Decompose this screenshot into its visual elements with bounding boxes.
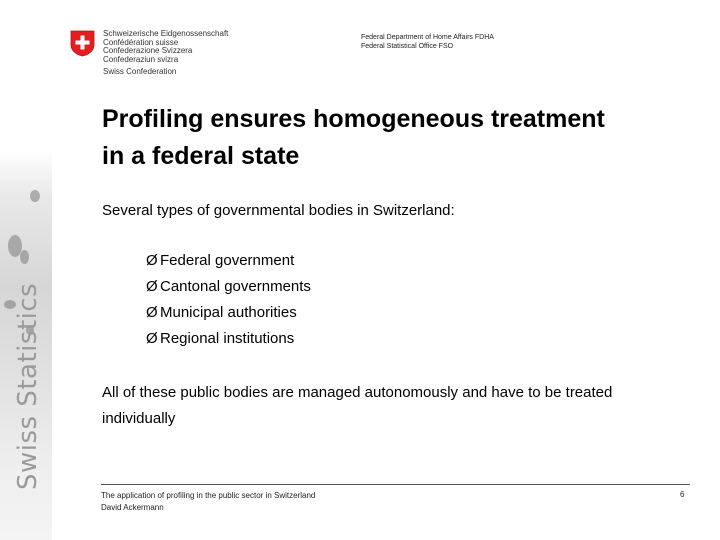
bullet-text: Regional institutions — [160, 330, 295, 347]
list-item — [146, 330, 311, 356]
footer-divider — [101, 484, 690, 485]
admin-name-de: Schweizerische Eidgenossenschaft — [103, 29, 229, 38]
slide-title-line-1: Profiling ensures homogeneous treatment — [102, 105, 605, 133]
list-item — [146, 278, 311, 304]
closing-text: All of these public bodies are managed autonomously and have to be treated individually — [102, 384, 613, 427]
slide-title-line-2: in a federal state — [102, 142, 300, 170]
bullet-text: Cantonal governments — [160, 278, 311, 295]
arrow-bullet-icon: Ø — [146, 252, 158, 269]
page-number: 6 — [680, 490, 685, 499]
swiss-flag-icon — [70, 30, 95, 57]
list-item — [146, 304, 311, 330]
bullet-list — [146, 252, 311, 356]
bullet-text: Municipal authorities — [160, 304, 297, 321]
admin-name-fr: Confédération suisse — [103, 37, 179, 47]
department-name: Federal Department of Home Affairs FDHA — [361, 34, 494, 41]
admin-name-it: Confederazione Svizzera — [103, 46, 193, 56]
list-item — [146, 252, 311, 278]
administration-names — [103, 30, 228, 77]
department-block — [361, 33, 494, 51]
arrow-bullet-icon: Ø — [146, 330, 158, 347]
admin-name-rm: Confederaziun svizra — [103, 54, 179, 64]
swiss-statistics-brand: Swiss Statistics — [13, 282, 43, 490]
presentation-title: The application of profiling in the public sector in Switzerland — [101, 491, 316, 500]
arrow-bullet-icon: Ø — [146, 304, 158, 321]
footer-info — [101, 490, 315, 514]
office-name: Federal Statistical Office FSO — [361, 43, 454, 50]
author-name: David Ackermann — [101, 503, 164, 512]
bullet-text: Federal government — [160, 252, 295, 269]
swiss-confederation-label: Swiss Confederation — [103, 67, 177, 77]
slide-title — [102, 101, 702, 175]
arrow-bullet-icon: Ø — [146, 278, 158, 295]
intro-text: Several types of governmental bodies in Switzerland: — [102, 202, 455, 219]
